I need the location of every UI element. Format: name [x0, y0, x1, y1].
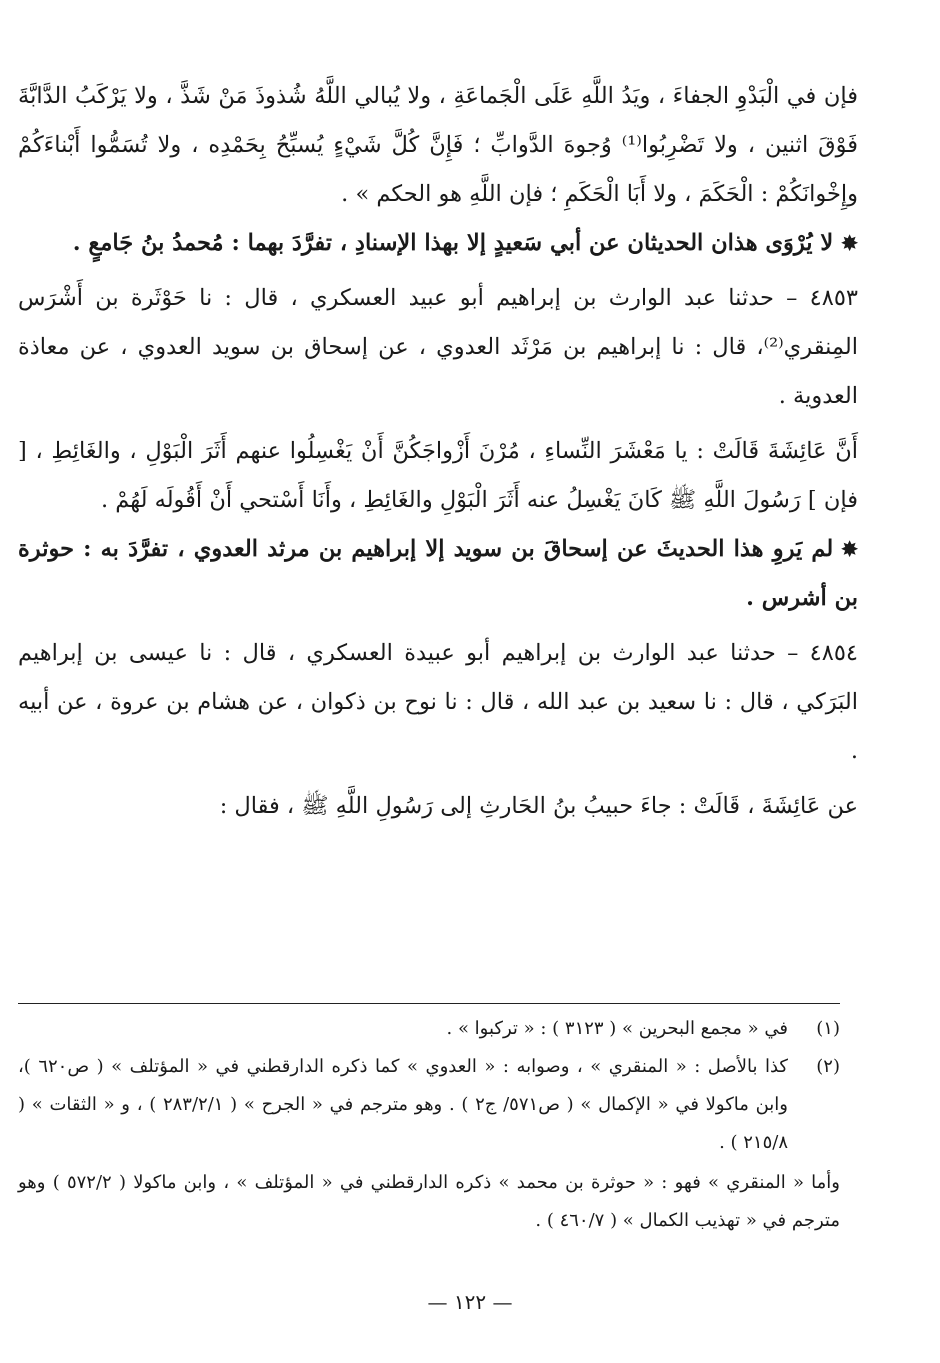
footnote-number: (١) [816, 1018, 840, 1039]
footnote-1 [18, 1010, 840, 1048]
star-icon: ✸ [841, 537, 858, 561]
footnote-text: كذا بالأصل : « المنقري » ، وصوابه : « العدوي » كما ذكره الدارقطني في « المؤتلف » ( ص٦٢٠ )، وابن ماكولا في « الإكمال » ( ص٥٧١/ ج٢ ) . وهو مترجم في « الجرح » ( ٢٨٣/٢/١ ) ، و « الثقات » ( ٢١٥/٨ ) . [18, 1056, 788, 1153]
footnote-2 [18, 1048, 840, 1162]
editor-note-2-text: لم يَروِ هذا الحديثَ عن إسحاقَ بن سويد إلا إبراهيم بن مرثد العدوي ، تفرَّدَ به : حوثرة بن أشرس . [18, 536, 858, 611]
page-body [18, 72, 858, 831]
hadith-4853-matn: أَنَّ عَائِشَةَ قَالَتْ : يا مَعْشَرَ النِّساءِ ، مُرْنَ أَزْواجَكُنَّ أَنْ يَغْسِلُوا عنهم أَثَرَ الْبَوْلِ ، والغَائِطِ ، [ فإن ] رَسُولَ اللَّهِ ﷺ كَانَ يَغْسِلُ عنه أَثَرَ الْبَوْلِ والغَائِطِ ، وأَنَا أَسْتحي أَنْ أَقُولَه لَهُمْ . [18, 438, 858, 513]
hadith-4854-matn: عن عَائِشَةَ ، قَالَتْ : جاءَ حبيبُ بنُ الحَارثِ إلى رَسُولِ اللَّهِ ﷺ ، فقال : [219, 793, 858, 819]
page-number: — ١٢٢ — [427, 1290, 513, 1314]
footnote-number: (٢) [816, 1056, 840, 1077]
footnote-2-continuation: وأما « المنقري » فهو : « حوثرة بن محمد » ذكره الدارقطني في « المؤتلف » ، وابن ماكولا ( ٥٧٢/٢ ) وهو مترجم في « تهذيب الكمال » ( ٤٦٠/٧ ) . [18, 1172, 840, 1231]
hadith-4854-isnad: ٤٨٥٤ – حدثنا عبد الوارث بن إبراهيم أبو عبيدة العسكري ، قال : نا عيسى بن إبراهيم البَرَكي ، قال : نا سعيد بن عبد الله ، قال : نا نوح بن ذكوان ، عن هشام بن عروة ، عن أبيه . [18, 640, 859, 764]
main-text [18, 72, 858, 831]
footnote-separator [18, 1003, 840, 1004]
footnotes [18, 1010, 840, 1240]
editor-note-1-text: لا يُرْوَى هذان الحديثان عن أبي سَعيدٍ إلا بهذا الإسنادِ ، تفرَّدَ بهما : مُحمدُ بنُ جَامعٍ . [72, 230, 834, 256]
footnote-text: في « مجمع البحرين » ( ٣١٢٣ ) : « تركبوا » . [446, 1018, 788, 1039]
hadith-text-continued: فإن في الْبَدْوِ الجفاءَ ، ويَدُ اللَّهِ عَلَى الْجَماعَةِ ، ولا يُبالي اللَّهُ شُذوذَ مَنْ شَذَّ ، ولا يَرْكَبُ الدَّابَّةَ فَوْقَ اثنين ، ولا تَضْرِبُوا⁽¹⁾ وُجوهَ الدَّوابِّ ؛ فَإِنَّ كُلَّ شَيْءٍ يُسبِّحُ بِحَمْدِه ، ولا تُسَمُّوا أَبْناءَكُمْ وإِخْوانَكُمْ : الْحَكَمَ ، ولا أَبَا الْحَكَمِ ؛ فإن اللَّهِ هو الحكم » . [18, 83, 858, 207]
star-icon: ✸ [841, 231, 858, 255]
editor-note-1 [18, 219, 858, 268]
editor-note-2 [18, 525, 858, 623]
hadith-4853-isnad: ٤٨٥٣ – حدثنا عبد الوارث بن إبراهيم أبو عبيد العسكري ، قال : نا حَوْثَرة بن أَشْرَس المِنقري⁽²⁾، قال : نا إبراهيم بن مَرْثَد العدوي ، عن إسحاق بن سويد العدوي ، عن معاذة العدوية . [18, 285, 858, 409]
